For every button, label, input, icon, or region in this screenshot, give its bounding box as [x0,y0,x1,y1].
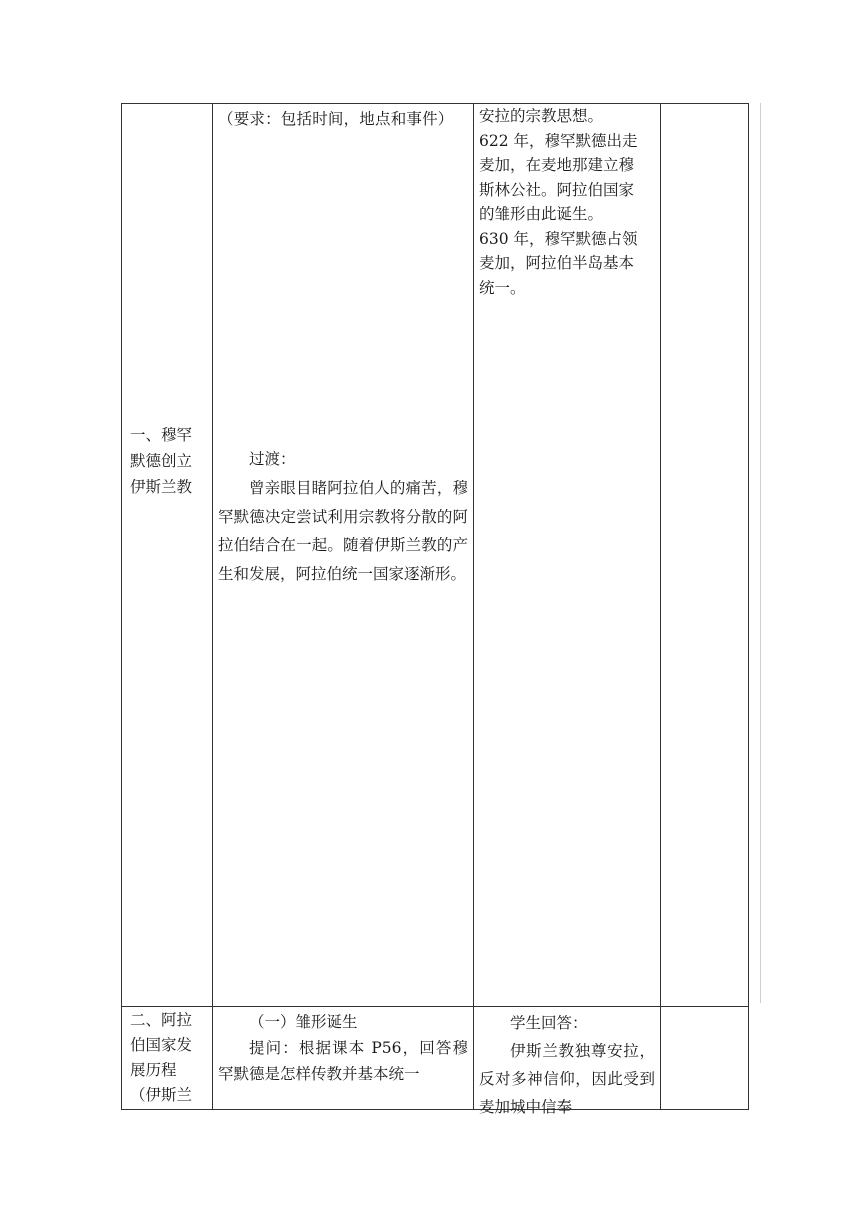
row2-notes-cell [661,1007,749,1109]
row2-teacher-activity [218,1009,468,1087]
answer-text: 伊斯兰教独尊安拉，反对多神信仰，因此受到麦加城中信奉 [479,1042,655,1116]
column-divider [212,104,213,1109]
column-divider [473,104,474,1109]
row2-section-title: 二、阿拉 伯国家发 展历程 （伊斯兰 [130,1011,193,1104]
answer-heading: 学生回答： [510,1014,588,1032]
row1-notes-cell [661,104,749,1006]
row-divider [122,1006,748,1007]
transition-title: 过渡： [249,450,296,468]
subsection-heading: （一）雏形诞生 [249,1013,358,1031]
question-text: 提问：根据课本 P56，回答穆罕默德是怎样传教并基本统一 [218,1039,468,1083]
lesson-table [121,103,749,1116]
row1-student-activity: 安拉的宗教思想。 622 年，穆罕默德出走 麦加，在麦地那建立穆 斯林公社。阿拉伯国家 的雏形由此诞生。 630 年，穆罕默德占领 麦加，阿拉伯半岛基本 统一。 [479,107,638,297]
row1-teacher-activity [218,106,468,986]
page-edge-line [760,103,761,1003]
requirement-note: （要求：包括时间，地点和事件） [218,110,454,128]
transition-text: 曾亲眼目睹阿拉伯人的痛苦，穆罕默德决定尝试利用宗教将分散的阿拉伯结合在一起。随着伊斯兰教的产生和发展，阿拉伯统一国家逐渐形。 [218,479,468,583]
row2-student-activity [479,1009,655,1121]
row1-section-title: 一、穆罕 默德创立 伊斯兰教 [130,426,193,496]
